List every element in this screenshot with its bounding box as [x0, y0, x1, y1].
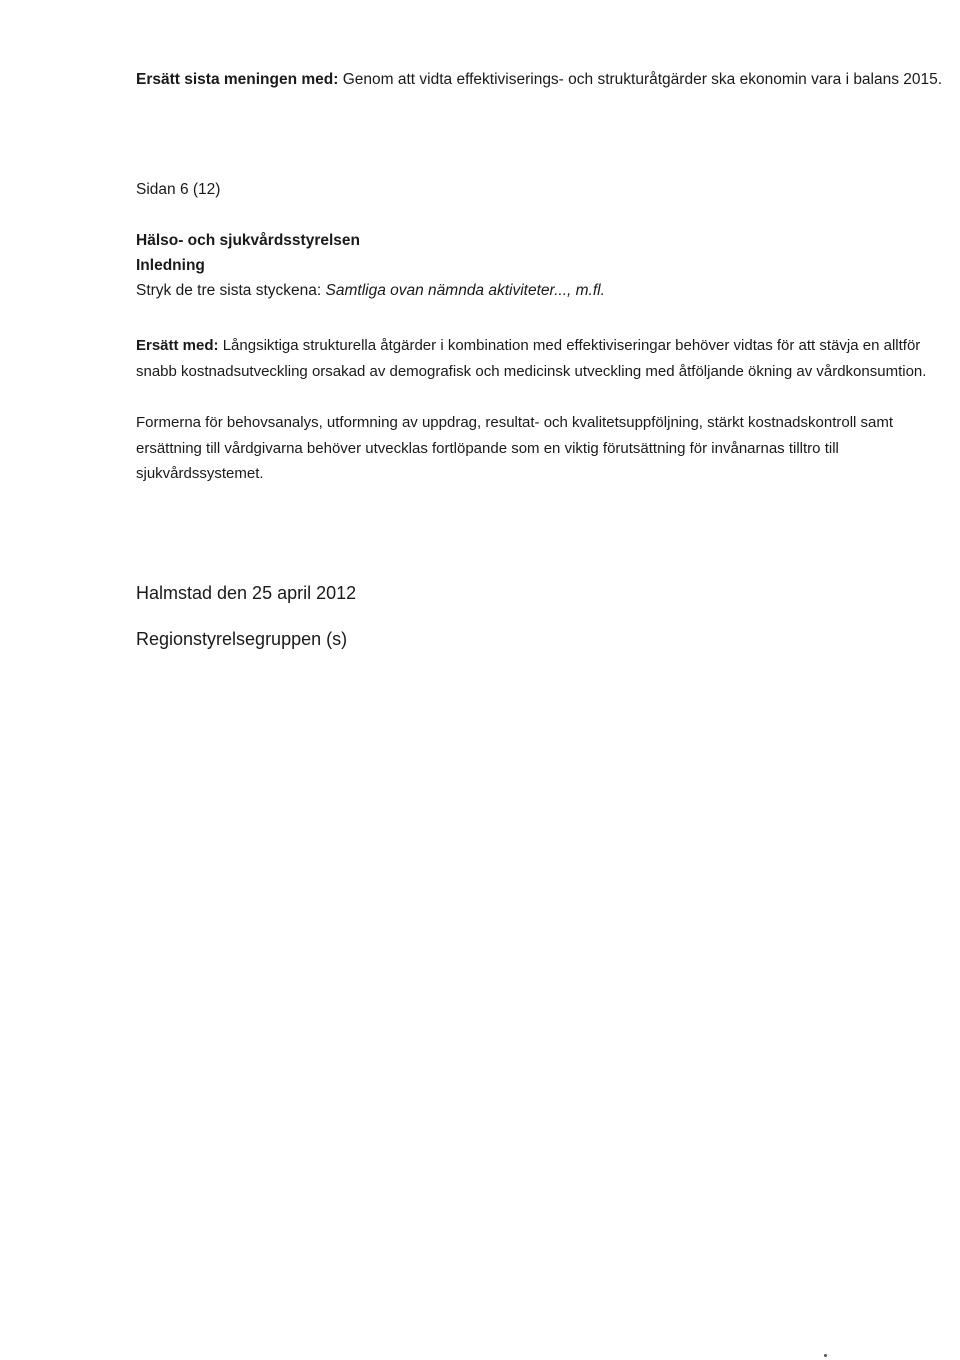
document-page: [136, 0, 956, 1360]
intro-label: Ersätt sista meningen med:: [136, 71, 339, 88]
strike-text: Stryk de tre sista styckena:: [136, 282, 326, 299]
replace-paragraph: [136, 333, 956, 384]
formerna-paragraph: Formerna för behovsanalys, utformning av uppdrag, resultat- och kvalitetsuppföljning, stärkt kostnadskontroll samt ersättning till vårdgivarna behöver utvecklas fortlöpande som en viktig förutsättning för invånarnas tilltro till sjukvårdssystemet.: [136, 414, 894, 482]
signature-place-date: Halmstad den 25 april 2012: [136, 583, 357, 603]
intro-paragraph: [136, 68, 956, 92]
intro-text: Genom att vidta effektiviserings- och strukturåtgärder ska ekonomin vara i balans 2015.: [338, 71, 943, 88]
scan-speck: [824, 1354, 827, 1357]
signature-group: Regionstyrelsegruppen (s): [136, 629, 348, 649]
replace-text: Långsiktiga strukturella åtgärder i kombination med effektiviseringar behöver vidtas för att stävja en alltför snabb kostnadsutveckling orsakad av demografisk och medicinsk utveckling med åtföljande ökning av vårdkonsumtion.: [136, 337, 927, 380]
page-reference: Sidan 6 (12): [136, 181, 221, 198]
replace-label: Ersätt med:: [136, 337, 219, 354]
organization-name: Hälso- och sjukvårdsstyrelsen: [136, 232, 360, 249]
section-heading: Inledning: [136, 257, 205, 274]
strike-quote: Samtliga ovan nämnda aktiviteter..., m.fl.: [325, 282, 605, 299]
strike-instruction: [136, 279, 956, 303]
